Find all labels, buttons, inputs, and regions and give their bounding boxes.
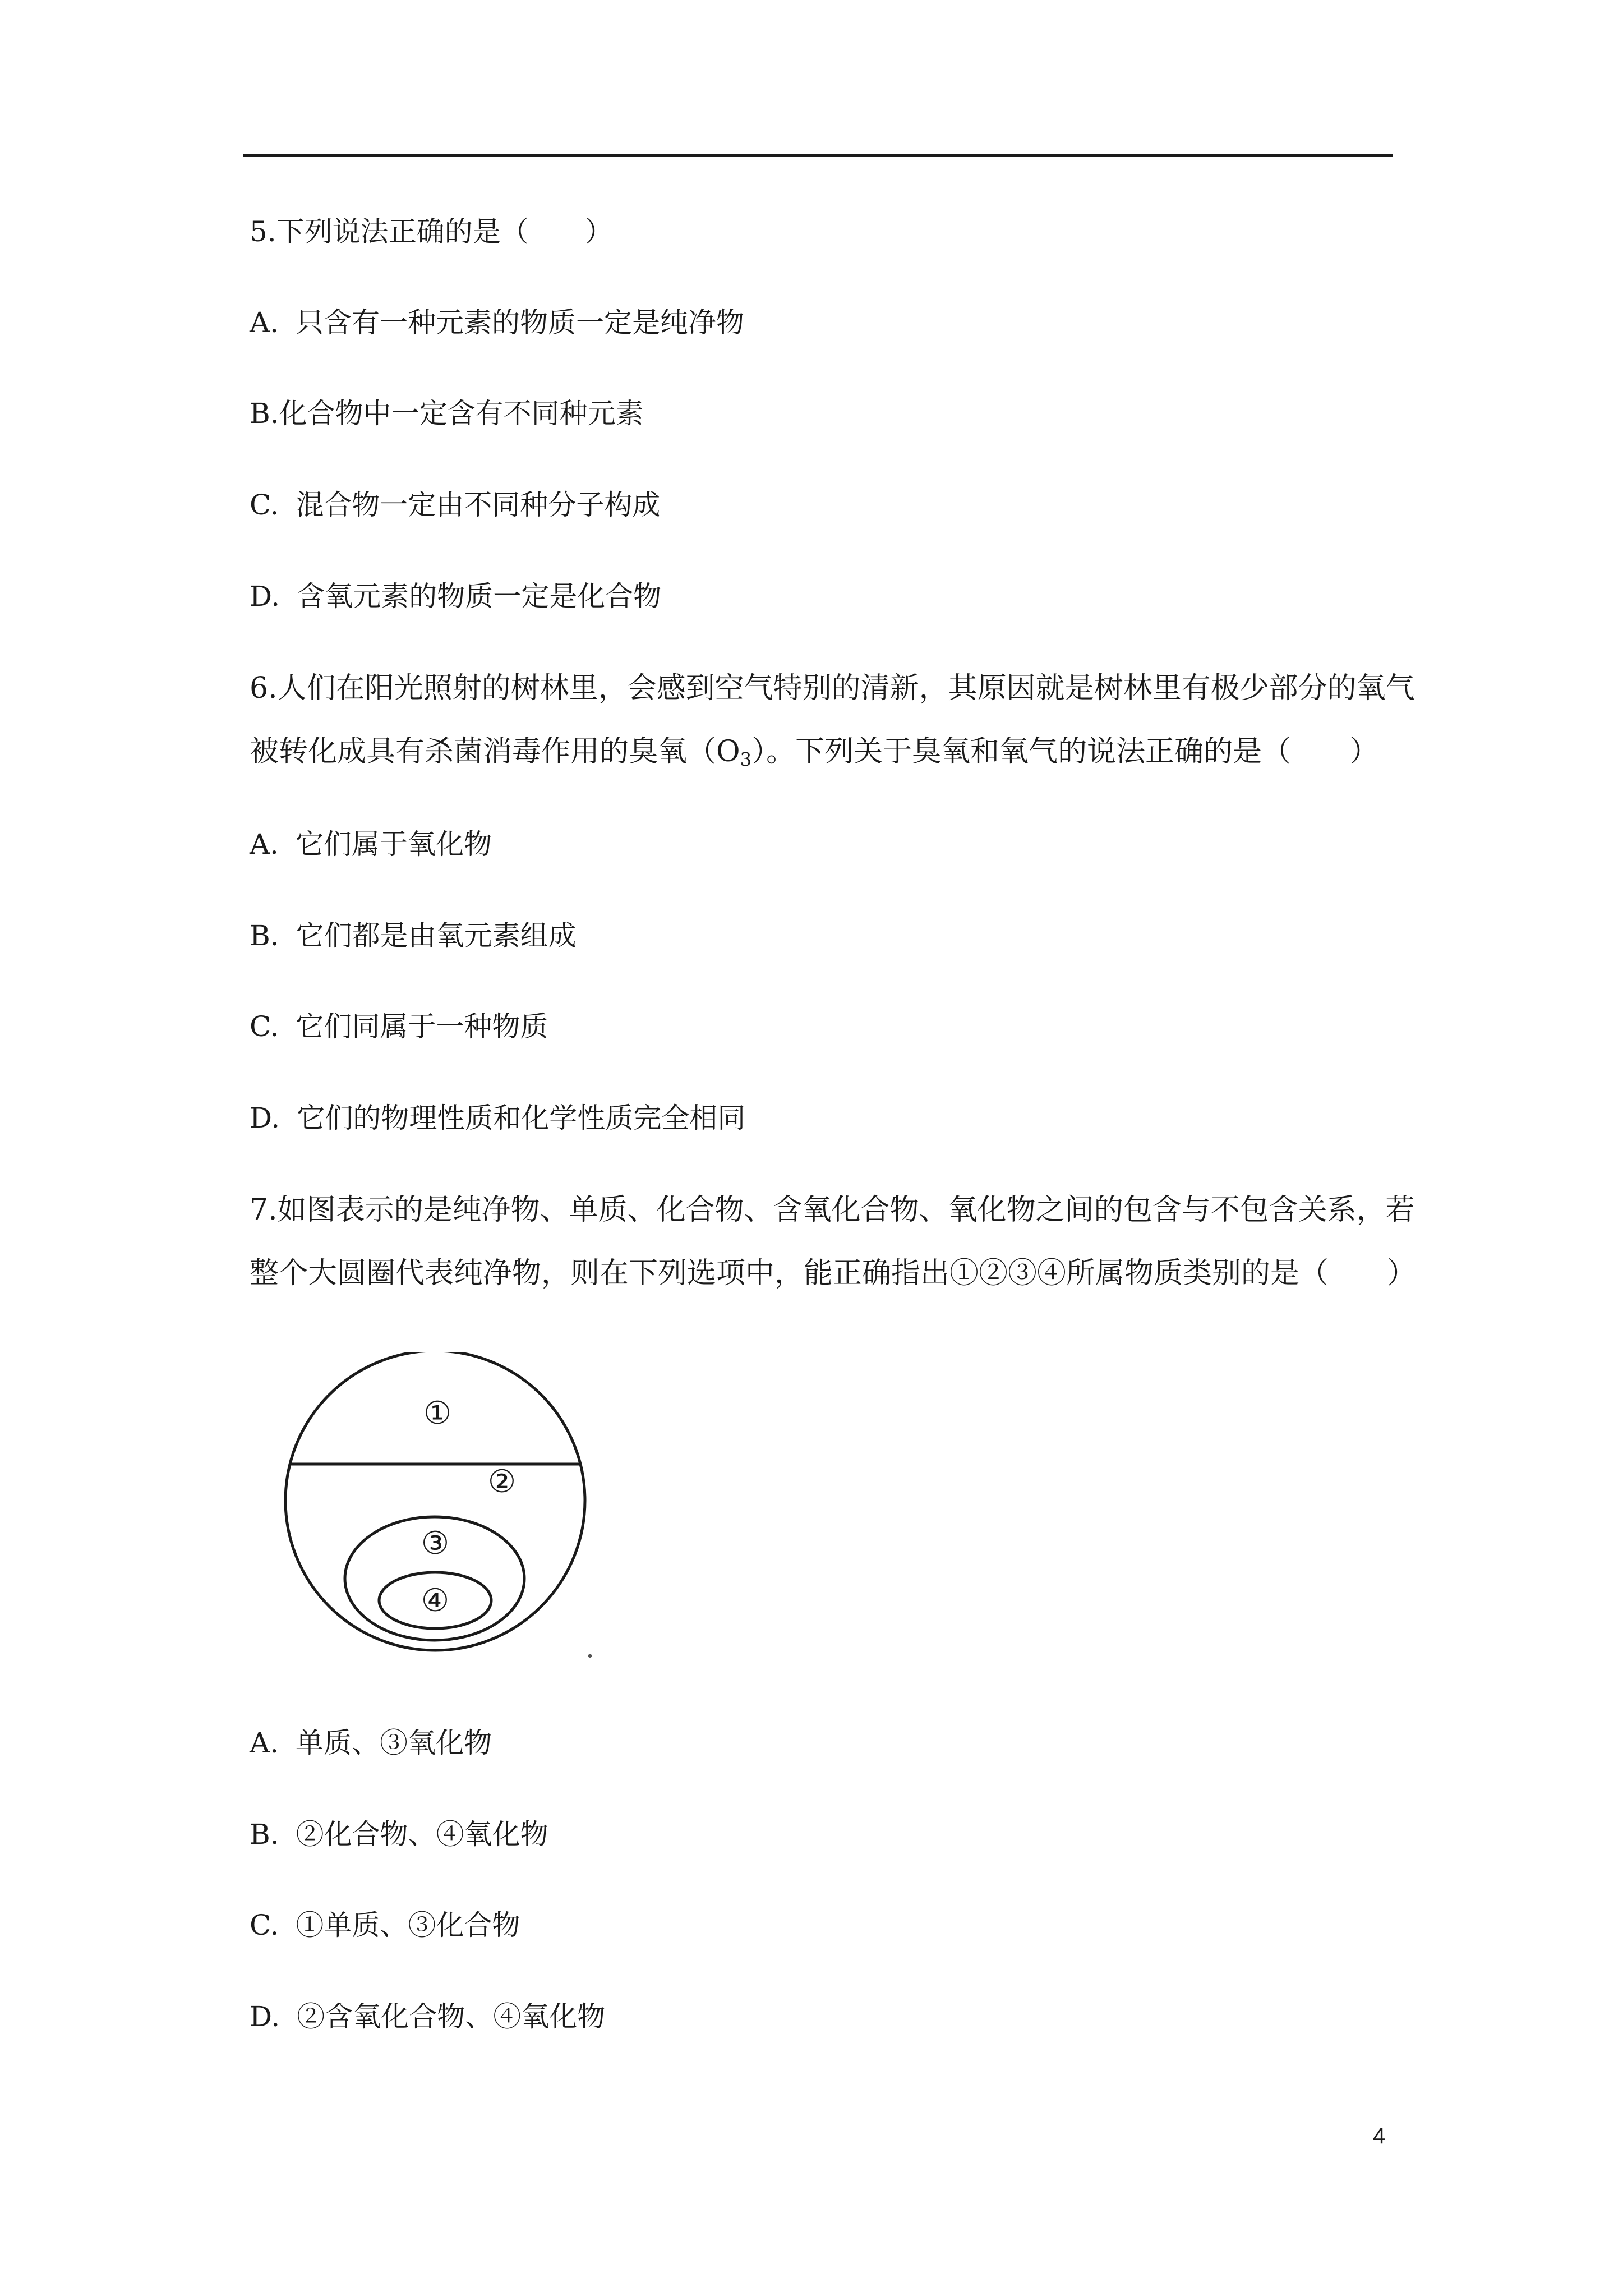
option-letter: A. bbox=[250, 828, 279, 861]
option-letter: D. bbox=[250, 1102, 280, 1134]
option-text: 只含有一种元素的物质一定是纯净物 bbox=[296, 306, 745, 339]
q6-stem-line1: 6.人们在阳光照射的树林里，会感到空气特别的清新，其原因就是树林里有极少部分的氧气 bbox=[250, 671, 1415, 705]
q5-option-a[interactable] bbox=[250, 306, 744, 339]
option-letter: B. bbox=[250, 397, 279, 430]
q7-option-d[interactable] bbox=[250, 2000, 605, 2033]
q5-stem: 5.下列说法正确的是（ ） bbox=[250, 215, 613, 248]
q7-option-b[interactable] bbox=[250, 1818, 548, 1851]
page-number: 4 bbox=[1373, 2124, 1386, 2148]
option-text: 它们都是由氧元素组成 bbox=[296, 919, 577, 952]
q6-option-c[interactable] bbox=[250, 1010, 548, 1043]
option-text: 单质、③氧化物 bbox=[296, 1727, 492, 1759]
option-text: ①单质、③化合物 bbox=[296, 1909, 520, 1941]
option-letter: B. bbox=[250, 919, 279, 952]
classification-diagram bbox=[280, 1352, 606, 1672]
option-text: 它们属于氧化物 bbox=[296, 828, 492, 861]
ozone-subscript: 3 bbox=[740, 749, 752, 771]
q6-stem-line2 bbox=[250, 735, 1378, 776]
q6-option-b[interactable] bbox=[250, 919, 577, 953]
q6-stem-line2-pre: 被转化成具有杀菌消毒作用的臭氧（O bbox=[250, 735, 740, 769]
region-label-1: ① bbox=[423, 1395, 452, 1432]
option-text: ②化合物、④氧化物 bbox=[296, 1818, 548, 1851]
region-label-3: ③ bbox=[421, 1525, 450, 1562]
q7-stem-line2: 整个大圆圈代表纯净物，则在下列选项中，能正确指出①②③④所属物质类别的是（ ） bbox=[250, 1257, 1417, 1290]
option-letter: A. bbox=[250, 306, 279, 339]
option-letter: D. bbox=[250, 580, 280, 613]
q7-option-a[interactable] bbox=[250, 1726, 492, 1760]
option-text: 它们同属于一种物质 bbox=[296, 1010, 548, 1043]
q6-option-a[interactable] bbox=[250, 827, 492, 861]
stray-mark: • bbox=[586, 1650, 594, 1664]
option-letter: C. bbox=[250, 1909, 279, 1941]
option-letter: D. bbox=[250, 2000, 280, 2033]
header-rule bbox=[243, 154, 1393, 157]
option-text: 混合物一定由不同种分子构成 bbox=[296, 489, 661, 521]
option-text: 它们的物理性质和化学性质完全相同 bbox=[297, 1102, 746, 1134]
option-letter: C. bbox=[250, 1010, 279, 1043]
region-label-4: ④ bbox=[421, 1582, 450, 1619]
option-letter: B. bbox=[250, 1818, 279, 1851]
option-text: 含氧元素的物质一定是化合物 bbox=[297, 580, 662, 613]
option-text: 化合物中一定含有不同种元素 bbox=[279, 397, 644, 430]
q7-stem-line1: 7.如图表示的是纯净物、单质、化合物、含氧化合物、氧化物之间的包含与不包含关系，若 bbox=[250, 1193, 1415, 1227]
q5-option-b[interactable] bbox=[250, 397, 644, 430]
option-letter: A. bbox=[250, 1727, 279, 1759]
q7-option-c[interactable] bbox=[250, 1908, 520, 1942]
option-text: ②含氧化合物、④氧化物 bbox=[297, 2000, 606, 2033]
q5-option-d[interactable] bbox=[250, 579, 661, 613]
q6-stem-line2-post: ）。下列关于臭氧和氧气的说法正确的是（ ） bbox=[751, 735, 1379, 769]
q5-option-c[interactable] bbox=[250, 488, 660, 522]
option-letter: C. bbox=[250, 489, 279, 521]
region-label-2: ② bbox=[487, 1464, 517, 1500]
q6-option-d[interactable] bbox=[250, 1101, 745, 1135]
